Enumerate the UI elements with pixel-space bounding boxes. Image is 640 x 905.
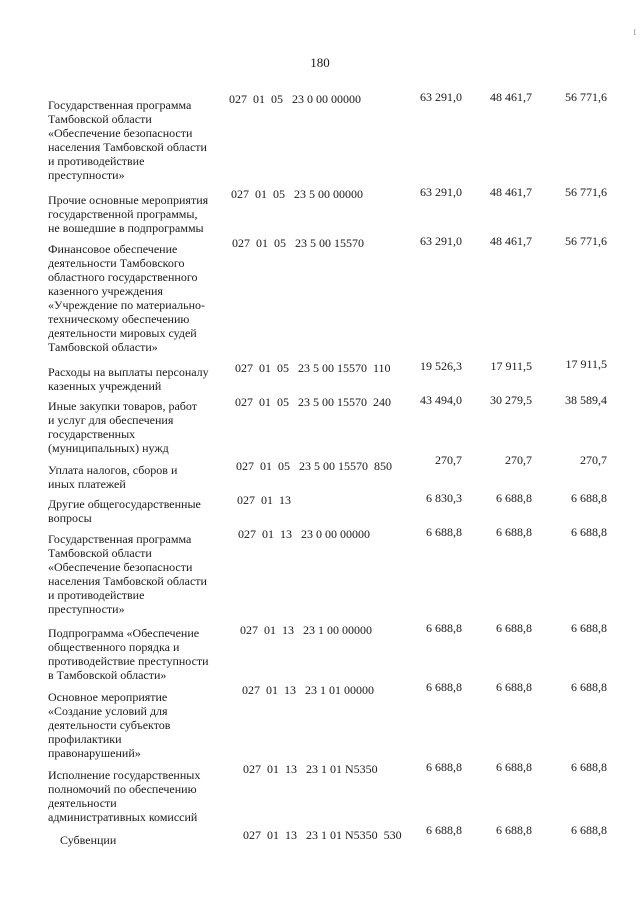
row-name: Субвенции	[60, 833, 117, 847]
row-name: Финансовое обеспечение деятельности Тамбовского областного государственного казенного учреждения «Учреждение по материально- техническому обеспечению деятельности мировых судей Тамбовской области»	[48, 242, 206, 354]
row-code: 027 01 05 23 0 00 00000	[229, 92, 361, 106]
row-value-3: 17 911,5	[565, 357, 607, 371]
row-value-3: 6 688,8	[571, 760, 607, 774]
row-value-1: 6 688,8	[426, 760, 462, 774]
row-code: 027 01 13 23 1 01 N5350	[243, 762, 378, 776]
row-name: Государственная программа Тамбовской области «Обеспечение безопасности населения Тамбовской области и противодействие преступности»	[48, 532, 207, 616]
row-value-3: 6 688,8	[571, 823, 607, 837]
page-number: 180	[310, 55, 330, 70]
row-code: 027 01 05 23 5 00 15570 240	[235, 395, 391, 409]
row-value-2: 17 911,5	[490, 359, 532, 373]
row-value-2: 6 688,8	[496, 621, 532, 635]
row-name: Другие общегосударственные вопросы	[48, 497, 201, 525]
row-code: 027 01 05 23 5 00 15570 850	[236, 459, 392, 473]
row-value-3: 56 771,6	[565, 185, 607, 199]
row-value-1: 19 526,3	[420, 359, 462, 373]
row-value-1: 6 830,3	[426, 491, 462, 505]
row-name: Иные закупки товаров, работ и услуг для обеспечения государственных (муниципальных) нужд	[48, 399, 197, 455]
row-value-3: 6 688,8	[571, 491, 607, 505]
row-value-2: 48 461,7	[490, 234, 532, 248]
row-value-2: 6 688,8	[496, 823, 532, 837]
row-value-2: 48 461,7	[490, 185, 532, 199]
row-value-2: 6 688,8	[496, 760, 532, 774]
row-value-2: 270,7	[505, 453, 532, 467]
row-code: 027 01 13 23 1 00 00000	[240, 623, 372, 637]
row-value-2: 30 279,5	[490, 393, 532, 407]
edge-mark: I	[633, 28, 636, 37]
row-value-3: 56 771,6	[565, 234, 607, 248]
row-name: Исполнение государственных полномочий по обеспечению деятельности административных комиссий	[48, 768, 201, 824]
row-code: 027 01 05 23 5 00 15570	[232, 236, 364, 250]
row-code: 027 01 13 23 1 01 00000	[242, 683, 374, 697]
row-value-1: 6 688,8	[426, 680, 462, 694]
row-code: 027 01 05 23 5 00 00000	[231, 187, 363, 201]
row-value-3: 6 688,8	[571, 621, 607, 635]
row-value-3: 6 688,8	[571, 680, 607, 694]
row-value-1: 6 688,8	[426, 525, 462, 539]
row-code: 027 01 13 23 1 01 N5350 530	[243, 828, 402, 842]
row-value-2: 48 461,7	[490, 90, 532, 104]
row-value-1: 63 291,0	[420, 90, 462, 104]
row-value-3: 38 589,4	[565, 393, 607, 407]
row-value-1: 270,7	[435, 453, 462, 467]
row-name: Основное мероприятие «Создание условий для деятельности субъектов профилактики правонарушений»	[48, 690, 171, 760]
row-name: Уплата налогов, сборов и иных платежей	[48, 463, 178, 491]
row-value-3: 6 688,8	[571, 525, 607, 539]
row-code: 027 01 13 23 0 00 00000	[238, 527, 370, 541]
row-value-1: 63 291,0	[420, 234, 462, 248]
row-code: 027 01 05 23 5 00 15570 110	[235, 361, 391, 375]
row-value-1: 6 688,8	[426, 823, 462, 837]
row-value-1: 63 291,0	[420, 185, 462, 199]
row-name: Государственная программа Тамбовской области «Обеспечение безопасности населения Тамбовской области и противодействие преступности»	[48, 98, 207, 182]
row-value-3: 56 771,6	[565, 90, 607, 104]
row-value-2: 6 688,8	[496, 491, 532, 505]
row-value-2: 6 688,8	[496, 680, 532, 694]
row-value-2: 6 688,8	[496, 525, 532, 539]
row-code: 027 01 13	[237, 493, 291, 507]
row-value-1: 6 688,8	[426, 621, 462, 635]
row-value-3: 270,7	[580, 453, 607, 467]
row-value-1: 43 494,0	[420, 393, 462, 407]
row-name: Расходы на выплаты персоналу казенных учреждений	[48, 365, 209, 393]
row-name: Прочие основные мероприятия государственной программы, не вошедшие в подпрограммы	[48, 193, 209, 235]
row-name: Подпрограмма «Обеспечение общественного порядка и противодействие преступности в Тамбовской области»	[48, 626, 209, 682]
